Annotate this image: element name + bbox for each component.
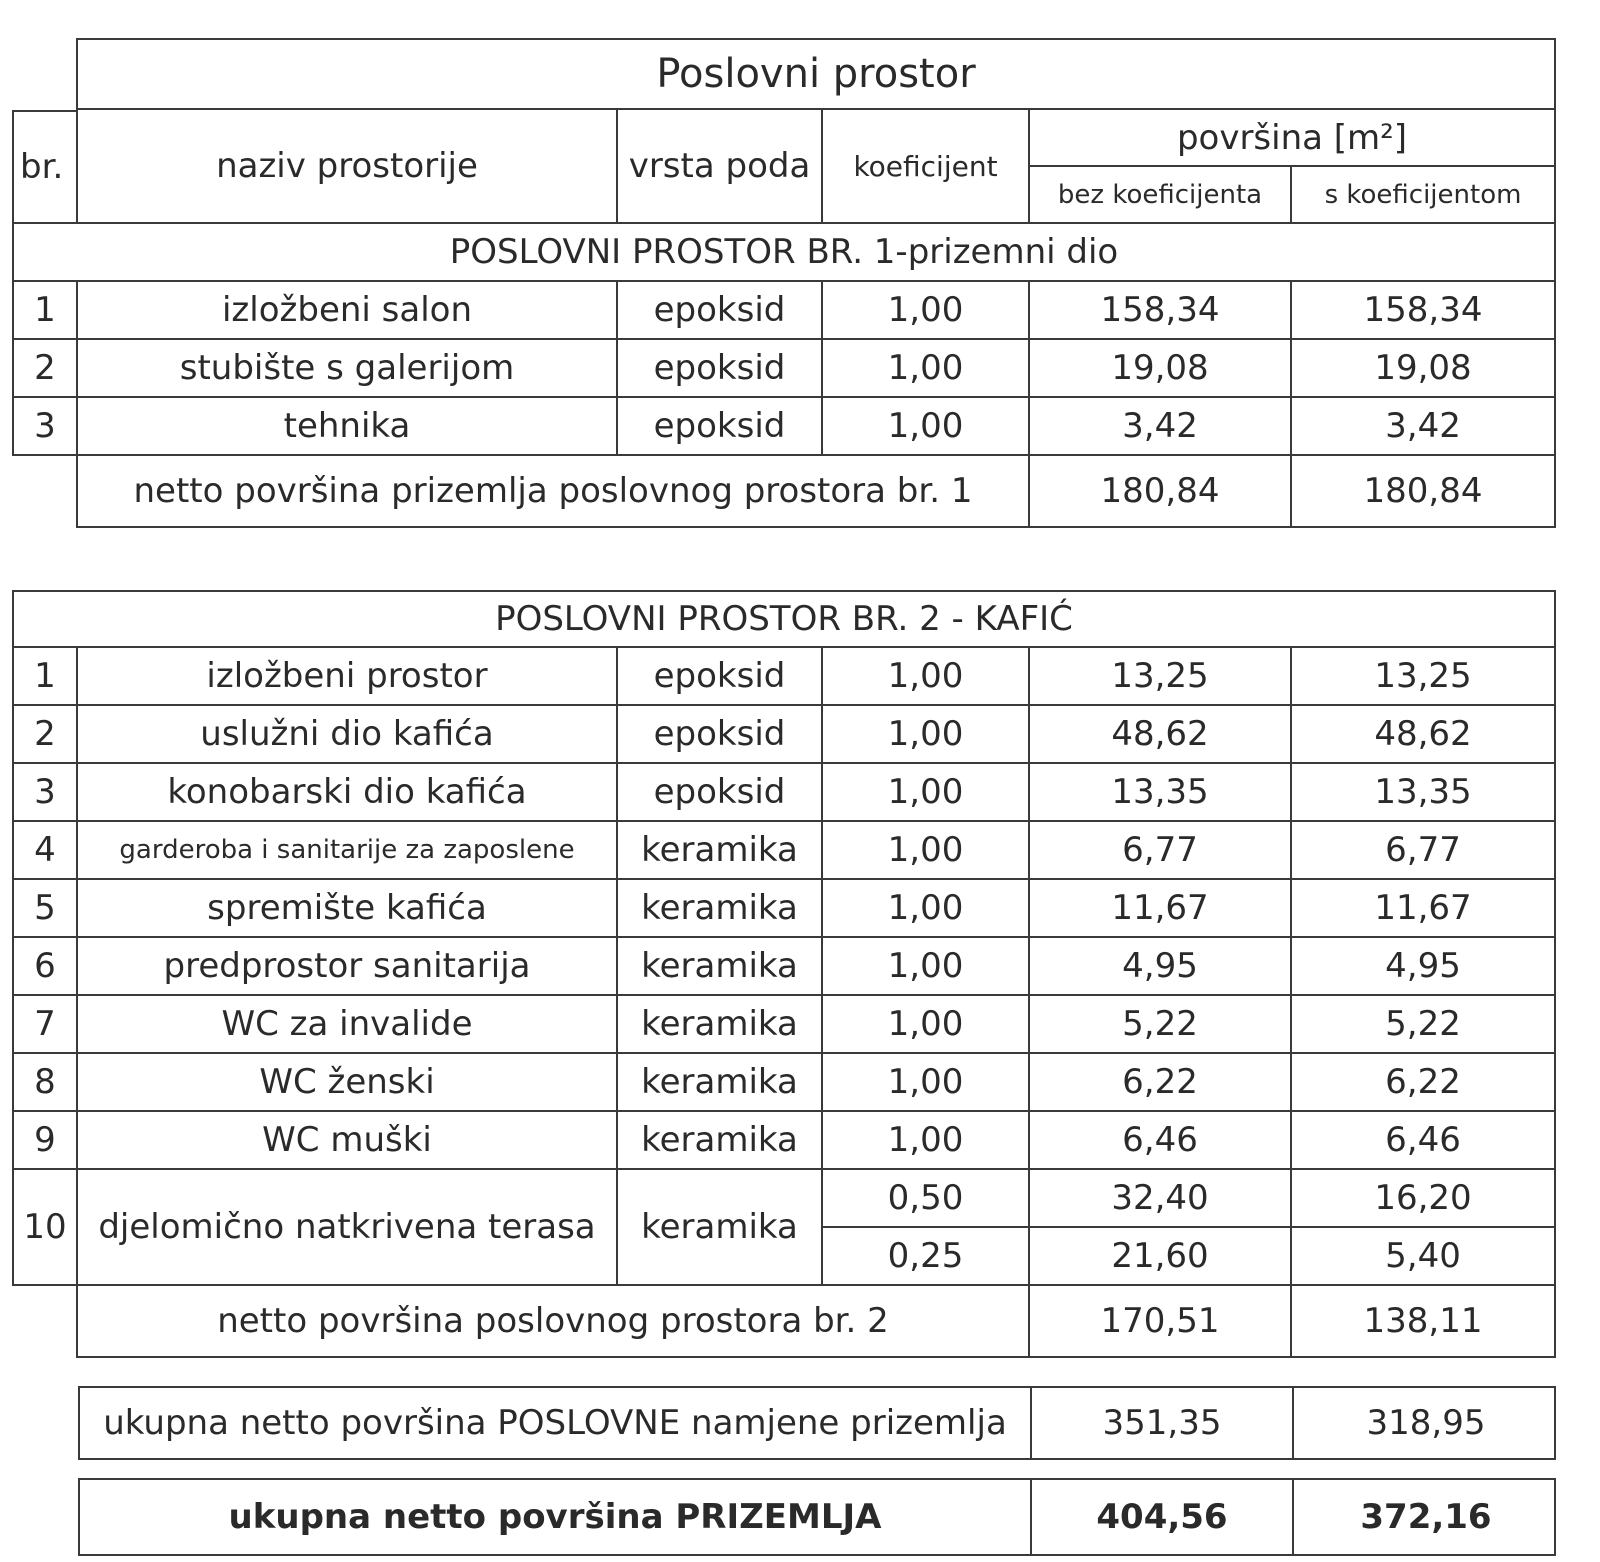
blank-cell — [12, 456, 78, 528]
row-koef: 1,00 — [823, 822, 1030, 880]
row-s: 11,67 — [1292, 880, 1556, 938]
row-br: 1 — [12, 648, 78, 706]
summary-label: ukupna netto površina POSLOVNE namjene prizemlja — [80, 1388, 1032, 1458]
row-s: 48,62 — [1292, 706, 1556, 764]
row-koef: 1,00 — [823, 880, 1030, 938]
row-s: 13,25 — [1292, 648, 1556, 706]
row-s: 5,40 — [1292, 1228, 1556, 1286]
section-title: POSLOVNI PROSTOR BR. 2 - KAFIĆ — [12, 590, 1556, 648]
row-koef: 1,00 — [823, 648, 1030, 706]
grand-total-bez: 404,56 — [1032, 1480, 1294, 1554]
row-br: 7 — [12, 996, 78, 1054]
blank-cell — [12, 1286, 78, 1358]
row-vrsta: keramika — [618, 938, 823, 996]
row-bez: 5,22 — [1030, 996, 1292, 1054]
row-br: 3 — [12, 764, 78, 822]
row-koef: 1,00 — [823, 398, 1030, 456]
row-koef: 1,00 — [823, 340, 1030, 398]
summary-s: 318,95 — [1366, 1403, 1486, 1443]
total-bez: 180,84 — [1030, 456, 1292, 528]
total-s: 180,84 — [1292, 456, 1556, 528]
row-koef: 1,00 — [823, 706, 1030, 764]
row-naziv: djelomično natkrivena terasa — [78, 1170, 618, 1286]
row-naziv: konobarski dio kafića — [78, 764, 618, 822]
row-vrsta: keramika — [618, 1170, 823, 1286]
row-naziv: izložbeni salon — [78, 282, 618, 340]
grand-total-label: ukupna netto površina PRIZEMLJA — [80, 1480, 1032, 1554]
row-bez: 6,22 — [1030, 1054, 1292, 1112]
row-br: 3 — [12, 398, 78, 456]
total-label: netto površina prizemlja poslovnog prostora br. 1 — [78, 456, 1030, 528]
row-br: 2 — [12, 706, 78, 764]
row-s: 5,22 — [1292, 996, 1556, 1054]
row-naziv: stubište s galerijom — [78, 340, 618, 398]
row-naziv: WC muški — [78, 1112, 618, 1170]
row-vrsta: keramika — [618, 1112, 823, 1170]
row-bez: 13,35 — [1030, 764, 1292, 822]
row-naziv: uslužni dio kafića — [78, 706, 618, 764]
row-bez: 3,42 — [1030, 398, 1292, 456]
summary-bez: 351,35 — [1032, 1388, 1294, 1458]
row-vrsta: keramika — [618, 822, 823, 880]
row-koef: 1,00 — [823, 1112, 1030, 1170]
header-koeficijent: koeficijent — [823, 110, 1030, 224]
section-title: POSLOVNI PROSTOR BR. 1-prizemni dio — [12, 224, 1556, 282]
total-s: 138,11 — [1292, 1286, 1556, 1358]
row-bez: 6,46 — [1030, 1112, 1292, 1170]
row-vrsta: epoksid — [618, 648, 823, 706]
table-poslovni-prostor-2 — [12, 590, 1556, 1358]
row-vrsta: keramika — [618, 1054, 823, 1112]
row-bez: 158,34 — [1030, 282, 1292, 340]
row-br: 5 — [12, 880, 78, 938]
row-koef: 0,50 — [823, 1170, 1030, 1228]
row-s: 6,77 — [1292, 822, 1556, 880]
row-naziv: izložbeni prostor — [78, 648, 618, 706]
row-s: 158,34 — [1292, 282, 1556, 340]
row-vrsta: epoksid — [618, 340, 823, 398]
total-bez: 170,51 — [1030, 1286, 1292, 1358]
grand-total-s: 372,16 — [1360, 1497, 1492, 1537]
total-label: netto površina poslovnog prostora br. 2 — [78, 1286, 1030, 1358]
row-vrsta: epoksid — [618, 398, 823, 456]
header-s-koeficijentom: s koeficijentom — [1292, 167, 1556, 224]
row-vrsta: keramika — [618, 996, 823, 1054]
blank-corner — [12, 38, 78, 110]
row-bez: 48,62 — [1030, 706, 1292, 764]
row-vrsta: epoksid — [618, 706, 823, 764]
row-vrsta: epoksid — [618, 282, 823, 340]
row-naziv: WC ženski — [78, 1054, 618, 1112]
row-koef: 1,00 — [823, 282, 1030, 340]
row-br: 9 — [12, 1112, 78, 1170]
row-koef: 1,00 — [823, 938, 1030, 996]
row-bez: 32,40 — [1030, 1170, 1292, 1228]
row-br: 10 — [12, 1170, 78, 1286]
row-br: 8 — [12, 1054, 78, 1112]
header-vrsta: vrsta poda — [618, 110, 823, 224]
header-naziv: naziv prostorije — [78, 110, 618, 224]
row-naziv: WC za invalide — [78, 996, 618, 1054]
row-br: 6 — [12, 938, 78, 996]
row-br: 4 — [12, 822, 78, 880]
row-naziv: garderoba i sanitarije za zaposlene — [78, 822, 618, 880]
row-koef: 0,25 — [823, 1228, 1030, 1286]
row-naziv: spremište kafića — [78, 880, 618, 938]
header-bez-koeficijenta: bez koeficijenta — [1030, 167, 1292, 224]
row-koef: 1,00 — [823, 764, 1030, 822]
row-bez: 11,67 — [1030, 880, 1292, 938]
row-bez: 13,25 — [1030, 648, 1292, 706]
row-naziv: tehnika — [78, 398, 618, 456]
row-s: 16,20 — [1292, 1170, 1556, 1228]
row-br: 1 — [12, 282, 78, 340]
row-naziv: predprostor sanitarija — [78, 938, 618, 996]
row-s: 6,22 — [1292, 1054, 1556, 1112]
table-poslovni-prostor-1 — [12, 38, 1556, 528]
row-s: 6,46 — [1292, 1112, 1556, 1170]
page-title: Poslovni prostor — [78, 38, 1556, 110]
header-br: br. — [12, 110, 78, 224]
row-vrsta: epoksid — [618, 764, 823, 822]
row-koef: 1,00 — [823, 996, 1030, 1054]
row-koef: 1,00 — [823, 1054, 1030, 1112]
row-s: 19,08 — [1292, 340, 1556, 398]
row-br: 2 — [12, 340, 78, 398]
row-vrsta: keramika — [618, 880, 823, 938]
row-s: 4,95 — [1292, 938, 1556, 996]
row-bez: 4,95 — [1030, 938, 1292, 996]
summary-prizemlja — [78, 1478, 1556, 1556]
row-bez: 19,08 — [1030, 340, 1292, 398]
header-povrsina: površina [m²] — [1030, 110, 1556, 167]
row-s: 3,42 — [1292, 398, 1556, 456]
row-bez: 6,77 — [1030, 822, 1292, 880]
summary-poslovne — [78, 1386, 1556, 1460]
row-bez: 21,60 — [1030, 1228, 1292, 1286]
row-s: 13,35 — [1292, 764, 1556, 822]
